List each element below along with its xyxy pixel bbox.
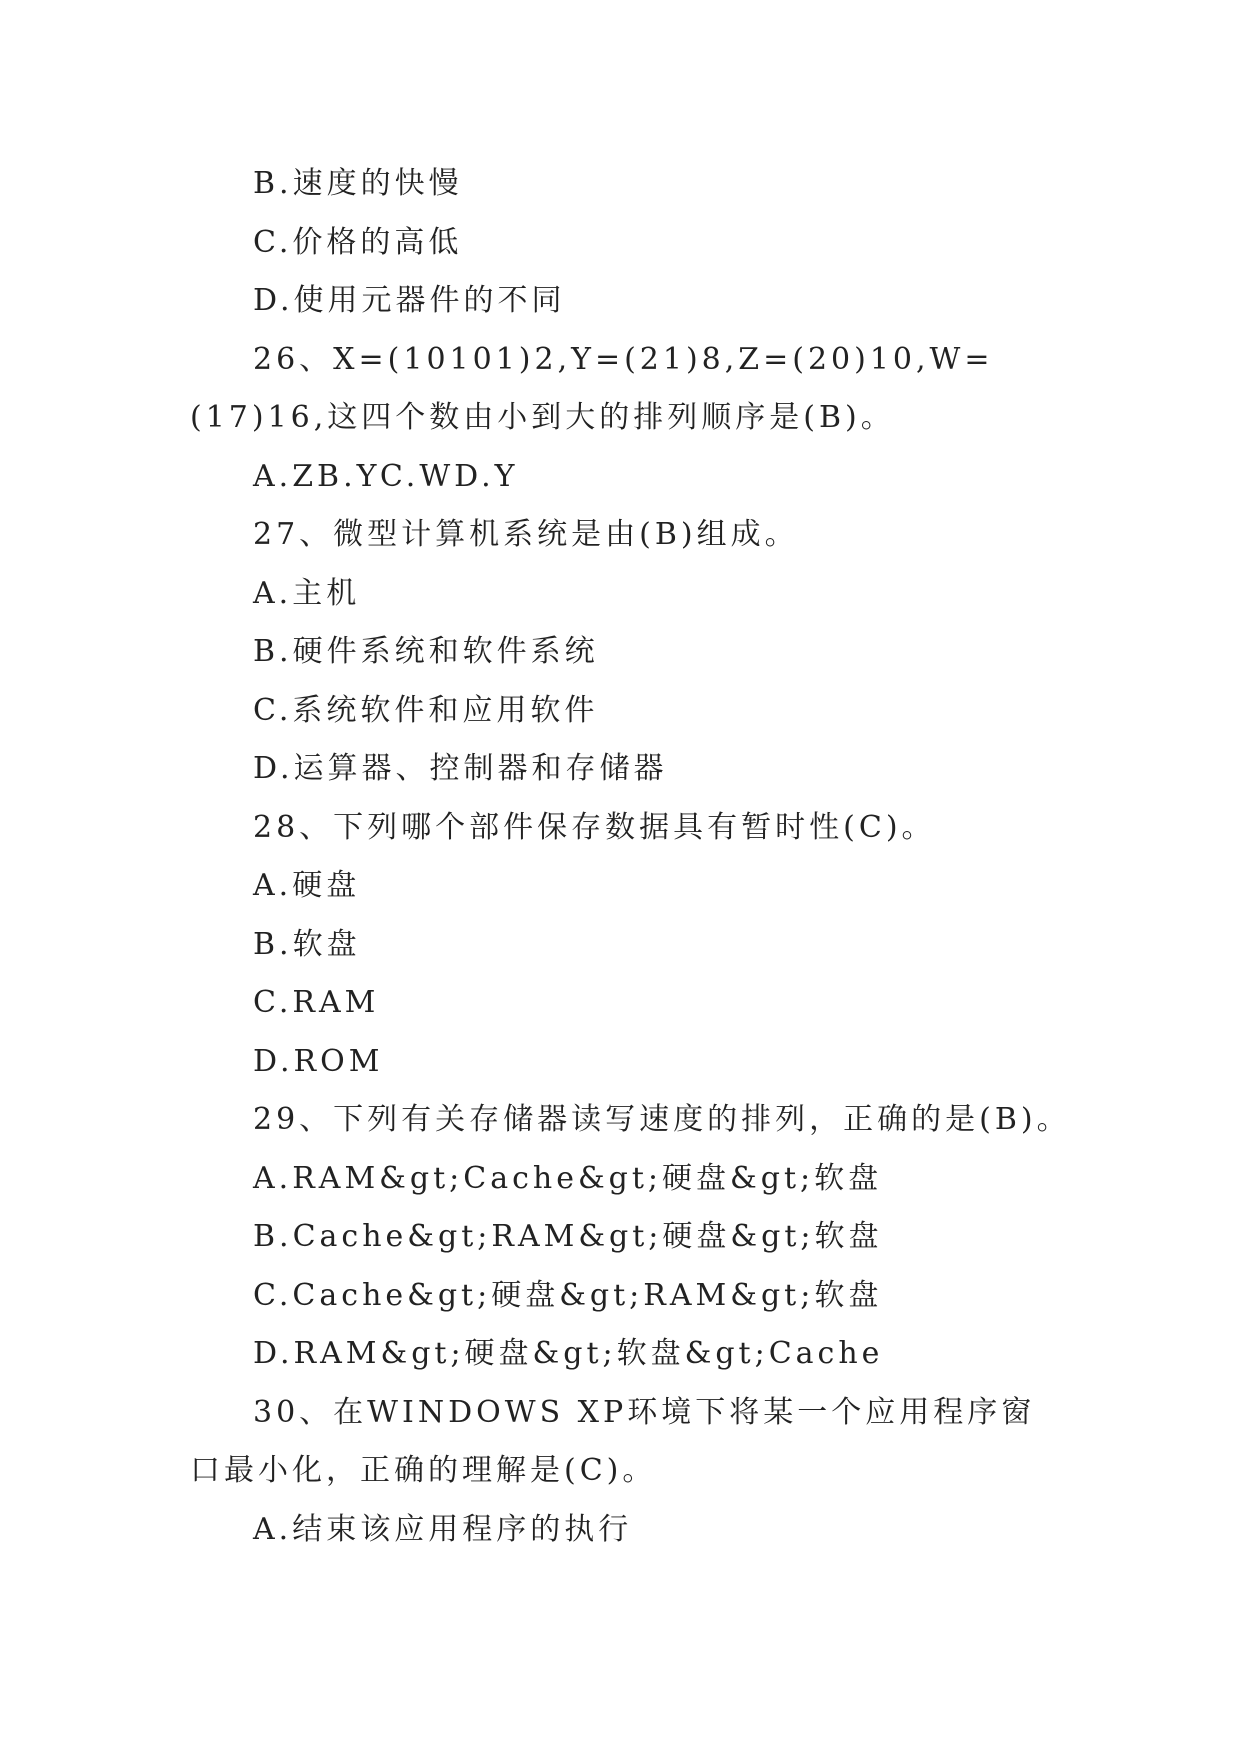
option-line: B.Cache&gt;RAM&gt;硬盘&gt;软盘 [253, 1219, 883, 1254]
question-27: 27、微型计算机系统是由(B)组成。 [253, 517, 799, 552]
option-line: B.速度的快慢 [253, 166, 463, 201]
question-30: 30、在WINDOWS XP环境下将某一个应用程序窗口最小化，正确的理解是(C)。 [190, 1394, 1036, 1488]
option-line: C.RAM [253, 985, 380, 1020]
option-line: C.价格的高低 [253, 224, 463, 260]
question-26: 26、X=(10101)2,Y=(21)8,Z=(20)10,W=(17)16,这四个数由小到大的排列顺序是(B)。 [190, 341, 994, 435]
option-line: A.RAM&gt;Cache&gt;硬盘&gt;软盘 [253, 1160, 883, 1196]
option-line: D.使用元器件的不同 [253, 283, 566, 318]
option-line: D.运算器、控制器和存储器 [253, 751, 668, 786]
option-line: B.软盘 [253, 926, 361, 962]
option-line: A.结束该应用程序的执行 [253, 1511, 633, 1547]
document-body [190, 155, 1071, 1559]
option-line: D.RAM&gt;硬盘&gt;软盘&gt;Cache [253, 1336, 884, 1371]
question-29: 29、下列有关存储器读写速度的排列，正确的是(B)。 [253, 1102, 1071, 1137]
option-line: A.硬盘 [253, 868, 361, 903]
option-line: C.Cache&gt;硬盘&gt;RAM&gt;软盘 [253, 1277, 883, 1313]
question-28: 28、下列哪个部件保存数据具有暂时性(C)。 [253, 809, 936, 845]
option-line: A.主机 [253, 575, 361, 611]
option-line: D.ROM [253, 1043, 384, 1079]
option-line: C.系统软件和应用软件 [253, 692, 599, 728]
option-line: B.硬件系统和软件系统 [253, 634, 599, 669]
option-line: A.ZB.YC.WD.Y [253, 458, 519, 494]
